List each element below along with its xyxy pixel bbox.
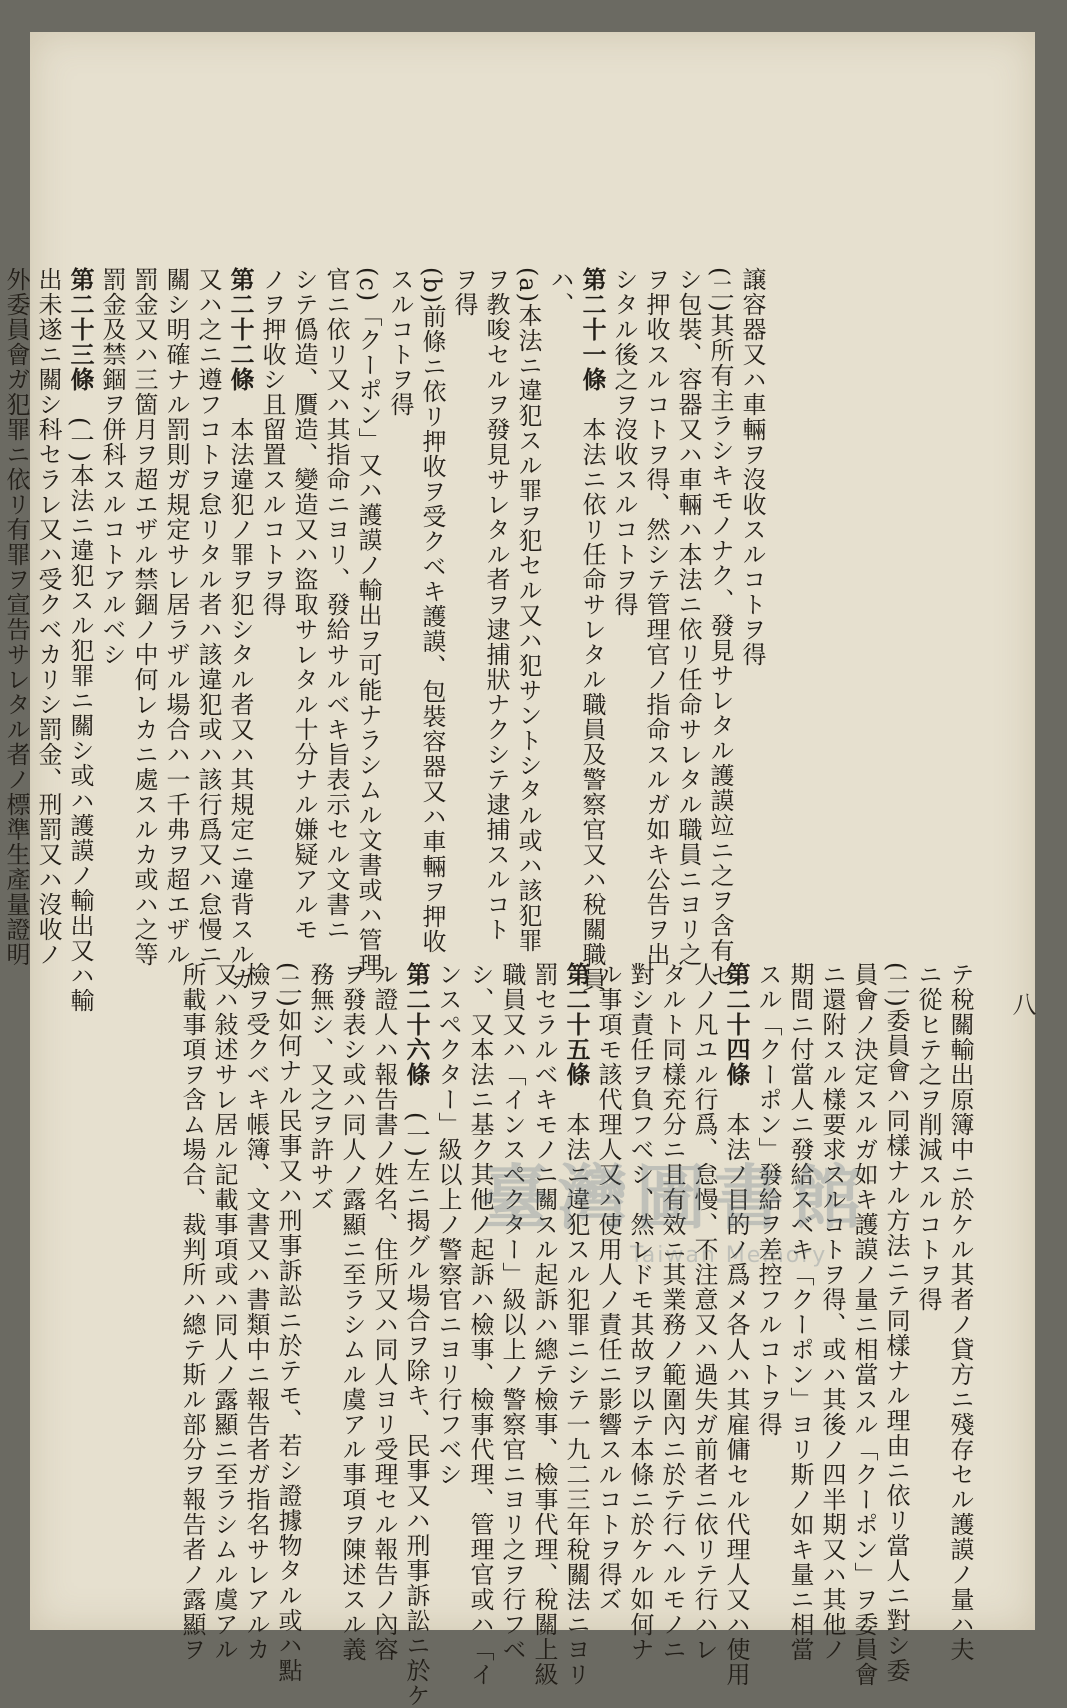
watermark-text: 臺灣圖書館 <box>480 1157 870 1239</box>
article-heading: 第二十一條 <box>578 267 607 392</box>
text-column: シテ僞造、贋造、變造又ハ盜取サレタル十分ナル嫌疑アルモ <box>290 267 318 942</box>
upper-text-block <box>0 267 766 1013</box>
text-column: 所載事項ヲ含ム場合、裁判所ハ總テ斯ル部分ヲ報告者ノ露顯ヲ <box>178 962 206 1662</box>
text-column: テ稅關輸出原簿中ニ於ケル其者ノ貸方ニ殘存セル護謨ノ量ハ夫 <box>946 962 974 1662</box>
text-column: 第二十五條 本法ニ違犯スル犯罪ニシテ一九二三年稅關法ニヨリ <box>562 962 591 1687</box>
watermark-subtext: Taiwan Memory <box>630 1243 828 1268</box>
article-heading: 第二十四條 <box>722 962 751 1087</box>
text-column: ヲ押收スルコトヲ得、然シテ管理官ノ指命スルガ如キ公告ヲ出 <box>642 267 670 967</box>
text-column: 檢ヲ受クベキ帳簿、文書又ハ書類中ニ報告者ガ指名サレアルカ <box>242 962 270 1662</box>
text-column: ル證人ハ報告書ノ姓名、住所又ハ同人ヨリ受理セル報告ノ內容 <box>370 962 398 1662</box>
text-column: ル事項モ該代理人又ハ使用人ノ責任ニ影響スルコトヲ得ズ <box>594 962 622 1612</box>
document-page <box>2 32 1036 1708</box>
text-column: 期間ニ付當人ニ發給スベキ「クーポン」ヨリ斯ノ如キ量ニ相當 <box>786 962 814 1662</box>
text-column: (二)委員會ハ同樣ナル方法ニテ同樣ナル理由ニ依リ當人ニ對シ委 <box>882 962 910 1683</box>
text-column: (二)如何ナル民事又ハ刑事訴訟ニ於テモ、若シ證據物タル或ハ點 <box>274 962 302 1683</box>
text-column: 第二十二條 本法違犯ノ罪ヲ犯シタル者又ハ其規定ニ違背スルカ <box>226 267 255 992</box>
text-column: スル「クーポン」發給ヲ差控フルコトヲ得 <box>754 962 782 1437</box>
text-column: スルコトヲ得 <box>386 267 414 417</box>
text-column: ニ還附スル樣要求スルコトヲ得、或ハ其後ノ四半期又ハ其他ノ <box>818 962 846 1662</box>
text-column: 員會ノ決定スルガ如キ護謨ノ量ニ相當スル「クーポン」ヲ委員會 <box>850 962 878 1687</box>
text-column: 第二十一條 本法ニ依リ任命サレタル職員及警察官又ハ稅關職員 <box>578 267 607 992</box>
text-column: 又ハ之ニ遵フコトヲ怠リタル者ハ該違犯或ハ該行爲又ハ怠慢ニ <box>194 267 222 967</box>
text-column: シタル後之ヲ沒收スルコトヲ得 <box>610 267 638 617</box>
text-column: シ、又本法ニ基ク其他ノ起訴ハ檢事、檢事代理、管理官或ハ「イ <box>466 962 494 1687</box>
text-column: 罰金又ハ三箇月ヲ超エザル禁錮ノ中何レカニ處スルカ或ハ之等 <box>130 267 158 967</box>
text-column: 第二十三條 (一)本法ニ違犯スル犯罪ニ關シ或ハ護謨ノ輸出又ハ輸 <box>66 267 95 1013</box>
article-heading: 第二十三條 <box>66 267 95 392</box>
text-column: 關シ明確ナル罰則ガ規定サレ居ラザル場合ハ一千弗ヲ超エザル <box>162 267 190 967</box>
text-column: シ包裝、容器又ハ車輛ハ本法ニ依リ任命サレタル職員ニヨリ之 <box>674 267 702 967</box>
lower-text-block <box>173 962 974 1708</box>
text-column: ニ從ヒテ之ヲ削減スルコトヲ得 <box>914 962 942 1312</box>
text-column: (c)「クーポン」又ハ護謨ノ輸出ヲ可能ナラシムル文書或ハ管理 <box>354 267 382 978</box>
text-column: ハ、 <box>546 267 574 317</box>
text-column: 人ノ凡ユル行爲、怠慢、不注意又ハ過失ガ前者ニ依リテ行ハレ <box>690 962 718 1662</box>
text-column: 又ハ敍述サレ居ル記載事項或ハ同人ノ露顯ニ至ラシムル虞アル <box>210 962 238 1662</box>
text-column: ノヲ押收シ且留置スルコトヲ得 <box>258 267 286 617</box>
article-heading: 第二十二條 <box>226 267 255 392</box>
page-number: 八 <box>1008 992 1036 1016</box>
text-column: ヲ發表シ或ハ同人ノ露顯ニ至ラシムル虞アル事項ヲ陳述スル義 <box>338 962 366 1662</box>
article-heading: 第二十五條 <box>562 962 591 1087</box>
text-column: ヲ得 <box>450 267 478 317</box>
text-column: (b)前條ニ依リ押收ヲ受クベキ護謨、包裝容器又ハ車輛ヲ押收 <box>418 267 446 955</box>
text-column: (a)本法ニ違犯スル罪ヲ犯セル又ハ犯サントシタル或ハ該犯罪 <box>514 267 542 954</box>
text-column: ンスペクター」級以上ノ警察官ニヨリ行フベシ <box>434 962 462 1487</box>
text-column: (二)其所有主ラシキモノナク、發見サレタル護謨竝ニ之ヲ含有セ <box>706 267 734 988</box>
text-column: 第二十六條 (一)左ニ揭グル場合ヲ除キ、民事又ハ刑事訴訟ニ於ケ <box>402 962 431 1708</box>
text-column: タルト同樣充分ニ且有效ニ其業務ノ範圍內ニ於テ行ヘルモノニ <box>658 962 686 1662</box>
text-column: 罰金及禁錮ヲ併科スルコトアルベシ <box>98 267 126 667</box>
text-column: 外委員會ガ犯罪ニ依リ有罪ヲ宣告サレタル者ノ標準生產量證明 <box>2 267 30 967</box>
text-column: 務無シ、又之ヲ許サズ <box>306 962 334 1212</box>
text-column: 第二十四條 本法ノ目的ノ爲メ各人ハ其雇傭セル代理人又ハ使用 <box>722 962 751 1687</box>
text-column: 官ニ依リ又ハ其指命ニヨリ、發給サルベキ旨表示セル文書ニ <box>322 267 350 942</box>
text-column: 職員又ハ「インスペクター」級以上ノ警察官ニヨリ之ヲ行フベ <box>498 962 526 1662</box>
text-column: 罰セラルベキモノニ關スル起訴ハ總テ檢事、檢事代理、稅關上級 <box>530 962 558 1687</box>
text-column: 譲容器又ハ車輛ヲ沒收スルコトヲ得 <box>738 267 766 667</box>
text-column: 出未遂ニ關シ科セラレ又ハ受クベカリシ罰金、刑罰又ハ沒收ノ <box>34 267 62 967</box>
article-heading: 第二十六條 <box>402 962 431 1087</box>
text-column: 對シ責任ヲ負フベシ、然レドモ其故ヲ以テ本條ニ於ケル如何ナ <box>626 962 654 1662</box>
text-column: ヲ教唆セルヲ發見サレタル者ヲ逮捕狀ナクシテ逮捕スルコト <box>482 267 510 942</box>
